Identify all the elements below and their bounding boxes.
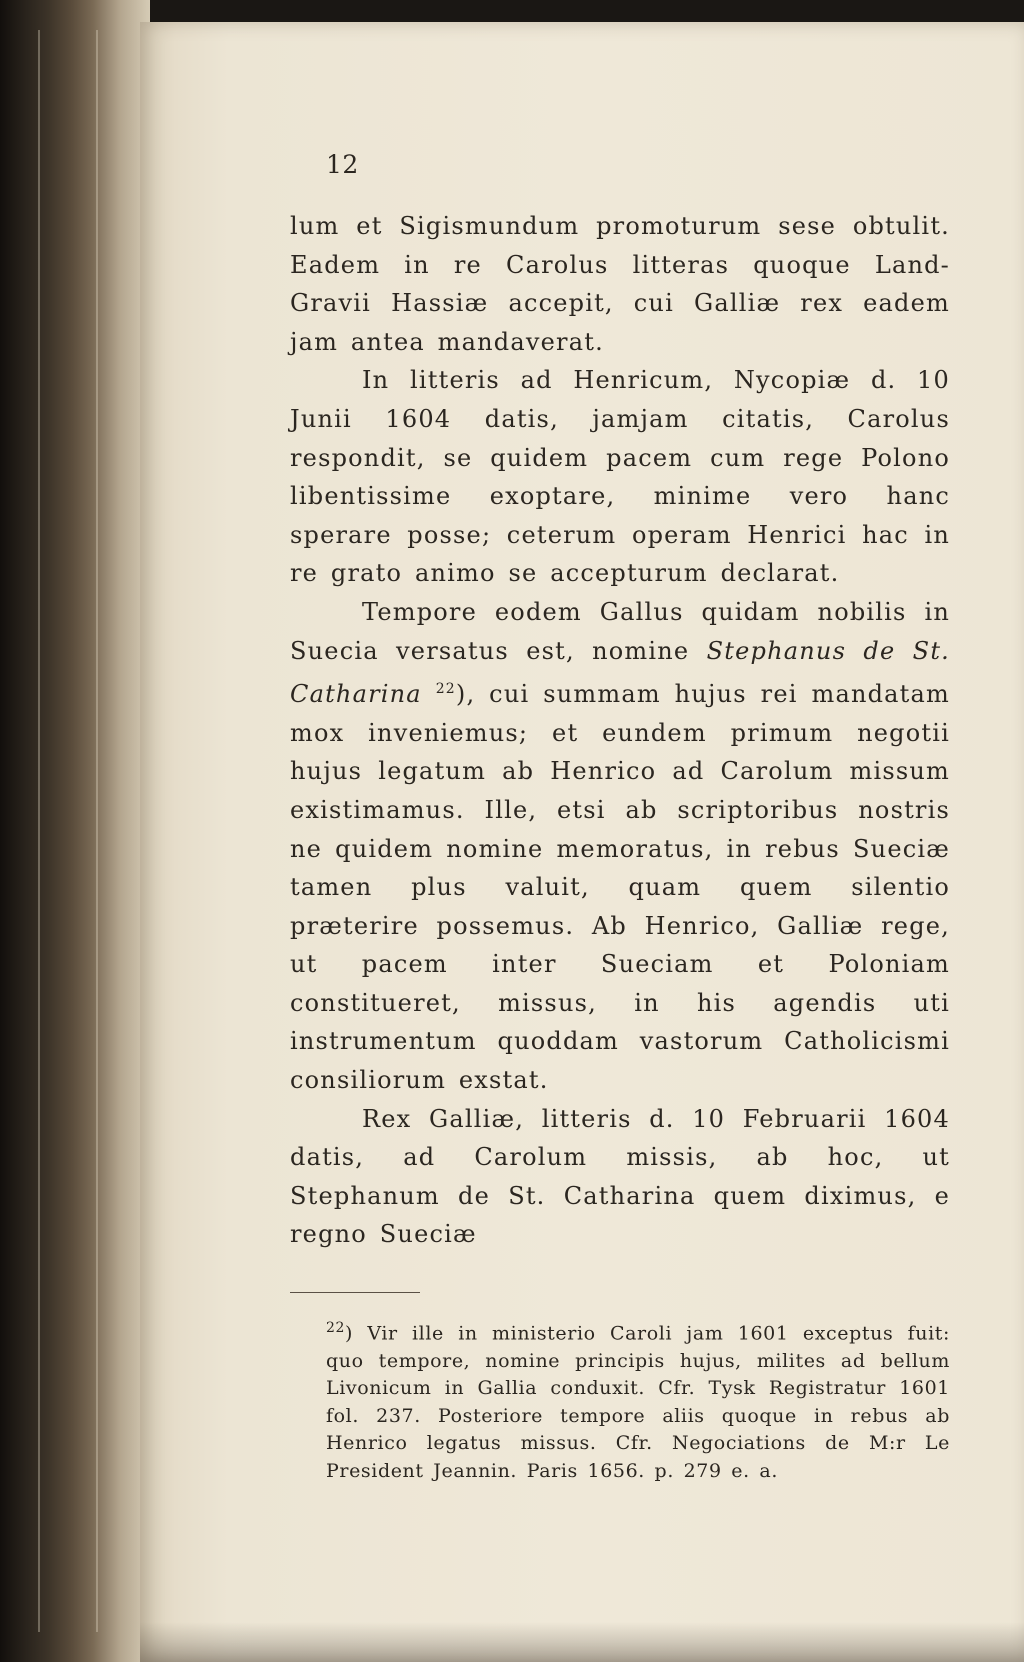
spine-highlight xyxy=(96,30,98,1632)
paragraph-1: lum et Sigismundum promoturum sese obtulit. Eadem in re Carolus litteras quoque Land-Gravii Hassiæ accepit, cui Galliæ rex eadem jam antea mandaverat. xyxy=(290,212,950,356)
paragraph-3-text-after: ), cui summam hujus rei mandatam mox inveniemus; et eundem primum negotii hujus legatum ab Henrico ad Carolum missum existimamus. Ille, etsi ab scriptoribus nostris ne quidem nomine memoratus, in rebus Sueciæ tamen plus valuit, quam quem silentio præterire possemus. Ab Henrico, Galliæ rege, ut pacem inter Sueciam et Poloniam constitueret, missus, in his agendis uti instrumentum quoddam vastorum Catholicismi consiliorum exstat. xyxy=(290,680,950,1095)
paragraph-3-text-before: Tempore eodem Gallus quidam nobilis in Suecia versatus est, nomine xyxy=(290,597,950,665)
book-spine xyxy=(0,0,150,1662)
page-number: 12 xyxy=(326,150,359,179)
paragraph-4: Rex Galliæ, litteris d. 10 Februarii 1604 datis, ad Carolum missis, ab hoc, ut Stephanum de St. Catharina quem diximus, e regno Sueciæ xyxy=(290,1104,950,1249)
name-stephanus-de-st-catharina: Stephanus de St. Catharina xyxy=(290,636,950,709)
body-text xyxy=(290,207,950,1254)
paragraph-3 xyxy=(290,593,950,1100)
paragraph-2: In litteris ad Henricum, Nycopiæ d. 10 Junii 1604 datis, jamjam citatis, Carolus respondit, se quidem pacem cum rege Polono libentissime exoptare, minime vero hanc sperare posse; ceterum operam Henrici hac in re grato animo se accepturum declarat. xyxy=(290,366,950,588)
page-bottom-edge xyxy=(140,1622,1024,1662)
footnote-marker: 22 xyxy=(326,1320,346,1337)
page-content xyxy=(290,150,950,1485)
spine-highlight xyxy=(38,30,40,1632)
footnote-divider xyxy=(290,1292,420,1293)
footnote-22 xyxy=(290,1315,950,1485)
footnote-reference-22: 22 xyxy=(435,681,456,698)
footnote-text: ) Vir ille in ministerio Caroli jam 1601 exceptus fuit: quo tempore, nomine principis hujus, milites ad bellum Livonicum in Gallia conduxit. Cfr. Tysk Registratur 1601 fol. 237. Posteriore tempore aliis quoque in rebus ab Henrico legatus missus. Cfr. Negociations de M:r Le President Jeannin. Paris 1656. p. 279 e. a. xyxy=(326,1322,950,1482)
